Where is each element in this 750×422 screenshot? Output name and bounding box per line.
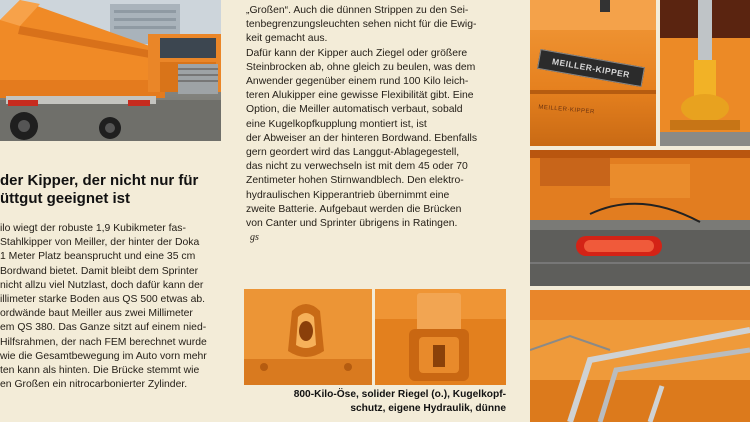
text-line: ten kann als hinten. Die Brücke stemmt wie (0, 365, 200, 377)
text-line: von Canter und Sprinter übrigens in Ratingen. (246, 218, 458, 230)
headline-line: der Kipper, der nicht nur für (0, 172, 199, 189)
text-line: em QS 380. Das Ganze sitzt auf einem nied- (0, 322, 207, 334)
text-line: Dafür kann der Kipper auch Ziegel oder größere (246, 47, 468, 59)
photo-latch (375, 289, 506, 385)
photo-hydraulic-cylinder (660, 0, 750, 146)
detail-photos (244, 289, 506, 385)
text-line-last (246, 217, 514, 245)
text-line: Anwender gegenüber einem rund 100 Kilo leich- (246, 76, 469, 88)
photo-tipper-truck (0, 0, 221, 141)
text-line: 1 Meter Platz beansprucht und eine 35 cm (0, 251, 196, 263)
photo-tail-light (530, 150, 750, 286)
photo-rack (530, 290, 750, 422)
text-line: en Großen ein nitrocarbonierter Zylinder. (0, 379, 188, 391)
photo-eyelet (244, 289, 372, 385)
photo-brand-plate (530, 0, 656, 146)
text-line: nicht allzu viel Nutzlast, doch dafür kann der (0, 279, 204, 291)
photo-caption (244, 388, 506, 415)
text-line: „Großen“. Auch die dünnen Strippen zu den Sei- (246, 5, 469, 16)
caption-line: 800-Kilo-Öse, solider Riegel (o.), Kugelkopf- (293, 389, 506, 400)
author-signature: gs (250, 232, 259, 244)
headline-line: üttgut geeignet ist (0, 190, 130, 207)
body-text-middle (246, 4, 514, 245)
brand-plate: MEILLER-KIPPER (537, 49, 645, 87)
text-line: Hilfsrahmen, der nach FEM berechnet wurde (0, 336, 207, 348)
text-line: Option, die Meiller automatisch verbaut, sobald (246, 104, 463, 116)
text-line: illimeter starke Boden aus QS 500 etwas ab. (0, 294, 206, 306)
caption-line: schutz, eigene Hydraulik, dünne (350, 402, 506, 414)
article-headline (0, 172, 221, 208)
text-line: der Abweiser an der hinteren Bordwand. Ebenfalls (246, 132, 478, 144)
text-line: ilo wiegt der robuste 1,9 Kubikmeter fas- (0, 223, 186, 234)
photo-column (530, 0, 750, 422)
text-line: teren Alukipper eine gewisse Flexibilität gibt. Eine (246, 90, 474, 102)
text-line: zweite Batterie. Aufgebaut werden die Brücken (246, 203, 462, 215)
text-line: Steinbrocken ab, ohne gleich zu beulen, was dem (246, 61, 476, 73)
text-line: Zentimeter hohen Stirnwandblech. Den elektro- (246, 175, 464, 187)
embossed-brand-text: MEILLER·KIPPER (538, 104, 596, 116)
text-line: das nicht zu verwechseln ist mit dem 45 oder 70 (246, 161, 468, 173)
text-line: wie die Gesamtbewegung im Auto vorn mehr (0, 350, 207, 362)
text-line: ordwände baut Meiller aus zwei Millimeter (0, 308, 193, 320)
text-line: hydraulischen Kipperantrieb übernimmt eine (246, 189, 450, 201)
body-text-left (0, 222, 224, 392)
text-line: eine Kugelkopfkupplung montiert ist, ist (246, 118, 427, 130)
text-line: keit gemacht aus. (246, 33, 328, 45)
text-line: gern geordert wird das Langgut-Ablagegestell, (246, 147, 460, 159)
text-line: tenbegrenzungsleuchten sehen nicht für die Ewig- (246, 19, 477, 31)
text-line: Bordwand bietet. Damit bleibt dem Sprinter (0, 265, 199, 277)
text-line: Stahlkipper von Meiller, der hinter der Doka (0, 237, 200, 249)
